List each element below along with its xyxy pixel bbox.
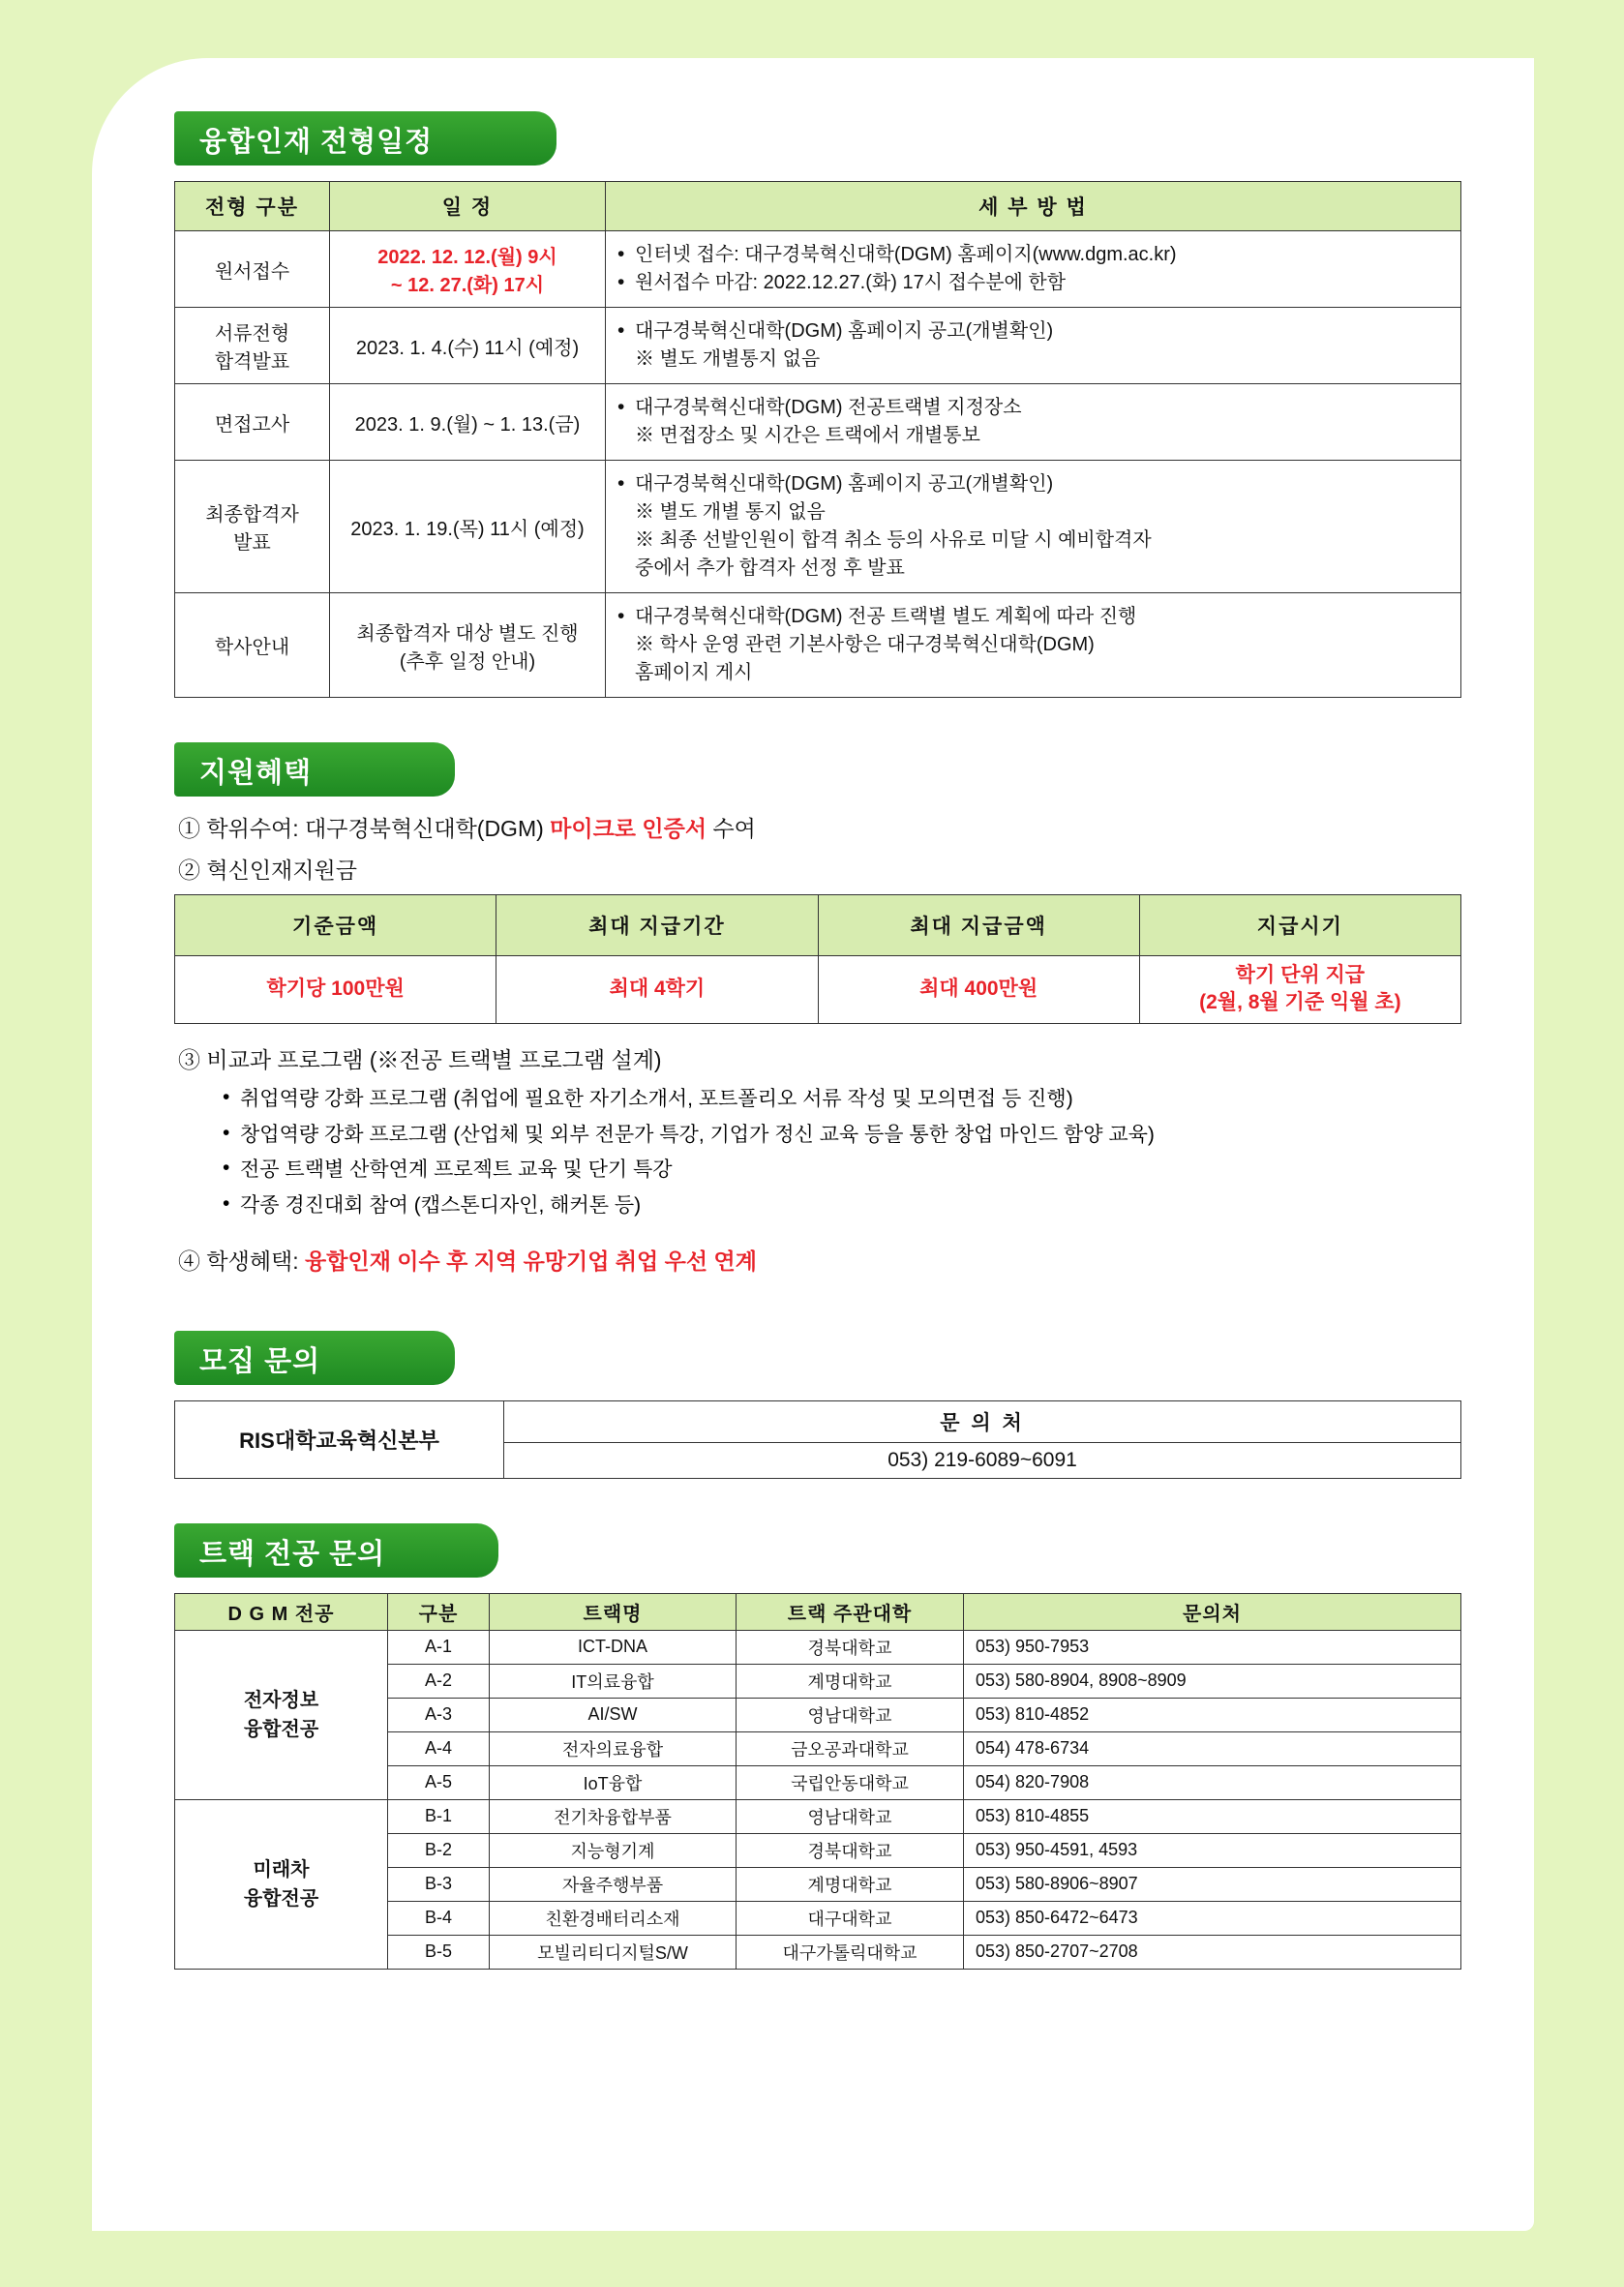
track-code: A-3 <box>388 1698 490 1731</box>
detail-note: 홈페이지 게시 <box>635 662 753 683</box>
benefit-3-sub: • 창업역량 강화 프로그램 (산업체 및 외부 전문가 특강, 기업가 정신 교육 등을 통한 창업 마인드 함양 교육) <box>221 1120 1461 1152</box>
detail-list <box>614 394 1453 422</box>
table-header-row <box>175 182 1461 231</box>
track-name: 친환경배터리소재 <box>490 1901 737 1935</box>
table-row <box>175 308 1461 384</box>
track-univ: 금오공과대학교 <box>737 1731 964 1765</box>
track-contact[interactable]: 053) 850-6472~6473 <box>964 1901 1461 1935</box>
benefit-item-3: ③ 비교과 프로그램 (※전공 트랙별 프로그램 설계) <box>178 1046 662 1072</box>
support-amount-table <box>174 894 1461 1024</box>
schedule-date <box>330 231 606 308</box>
detail-list <box>614 603 1453 631</box>
support-header-period: 최대 지급기간 <box>496 895 818 956</box>
support-timing-line1: 학기 단위 지급 <box>1235 964 1366 986</box>
table-row <box>175 1400 1461 1442</box>
track-code: B-1 <box>388 1799 490 1833</box>
list-item: • 대구경북혁신대학(DGM) 홈페이지 공고(개별확인) <box>614 470 1453 498</box>
track-code: B-5 <box>388 1935 490 1969</box>
track-univ: 영남대학교 <box>737 1799 964 1833</box>
track-name: 전자의료융합 <box>490 1731 737 1765</box>
schedule-details <box>606 461 1461 593</box>
schedule-header-category: 전형 구분 <box>175 182 330 231</box>
track-code: A-1 <box>388 1630 490 1664</box>
section-heading-track <box>174 1523 498 1578</box>
track-code: A-4 <box>388 1731 490 1765</box>
track-major-line2: 융합전공 <box>243 1718 319 1740</box>
track-name: ICT-DNA <box>490 1630 737 1664</box>
track-contact[interactable]: 053) 810-4855 <box>964 1799 1461 1833</box>
track-name: 모빌리티디지털S/W <box>490 1935 737 1969</box>
list-item: • 대구경북혁신대학(DGM) 전공트랙별 지정장소 <box>614 394 1453 422</box>
schedule-date: 2023. 1. 19.(목) 11시 (예정) <box>330 461 606 593</box>
detail-list <box>614 470 1453 498</box>
track-contact[interactable]: 053) 950-7953 <box>964 1630 1461 1664</box>
list-item: • 대구경북혁신대학(DGM) 전공 트랙별 별도 계획에 따라 진행 <box>614 603 1453 631</box>
schedule-category: 면접고사 <box>175 384 330 461</box>
table-row <box>175 461 1461 593</box>
track-code: A-2 <box>388 1664 490 1698</box>
benefit-1-prefix: ① 학위수여: 대구경북혁신대학(DGM) <box>178 816 551 841</box>
track-name: IoT융합 <box>490 1765 737 1799</box>
track-code: A-5 <box>388 1765 490 1799</box>
schedule-date <box>330 593 606 698</box>
schedule-category-line1: 서류전형 <box>214 323 290 345</box>
detail-note: ※ 면접장소 및 시간은 트랙에서 개별통보 <box>635 425 980 446</box>
support-timing-line2: (2월, 8월 기준 익월 초) <box>1199 991 1401 1014</box>
track-name: 자율주행부품 <box>490 1867 737 1901</box>
track-major-group <box>175 1799 388 1969</box>
track-major-line2: 융합전공 <box>243 1887 319 1910</box>
schedule-date: 2023. 1. 9.(월) ~ 1. 13.(금) <box>330 384 606 461</box>
table-header-row <box>175 1593 1461 1630</box>
detail-note: ※ 별도 개별 통지 없음 <box>635 501 826 523</box>
track-univ: 대구대학교 <box>737 1901 964 1935</box>
section-title-benefits: 지원혜택 <box>199 758 313 789</box>
document-content <box>174 111 1461 1970</box>
benefit-1-suffix: 수여 <box>707 816 756 841</box>
schedule-category <box>175 308 330 384</box>
schedule-details <box>606 308 1461 384</box>
track-name: AI/SW <box>490 1698 737 1731</box>
track-univ: 대구가톨릭대학교 <box>737 1935 964 1969</box>
schedule-category <box>175 461 330 593</box>
schedule-category: 원서접수 <box>175 231 330 308</box>
inquiry-institute: RIS대학교육혁신본부 <box>175 1400 504 1478</box>
benefit-1-highlight: 마이크로 인증서 <box>550 816 707 841</box>
benefit-4-prefix: ④ 학생혜택: <box>178 1249 306 1275</box>
track-univ: 경북대학교 <box>737 1833 964 1867</box>
schedule-date: 2023. 1. 4.(수) 11시 (예정) <box>330 308 606 384</box>
track-contact[interactable]: 054) 820-7908 <box>964 1765 1461 1799</box>
benefit-item-1 <box>178 812 1461 846</box>
track-univ: 계명대학교 <box>737 1664 964 1698</box>
benefit-item-4 <box>178 1245 1461 1279</box>
table-row <box>175 384 1461 461</box>
support-value-base: 학기당 100만원 <box>175 956 496 1024</box>
section-title-schedule: 융합인재 전형일정 <box>199 127 434 158</box>
support-value-period: 최대 4학기 <box>496 956 818 1024</box>
track-univ: 영남대학교 <box>737 1698 964 1731</box>
schedule-header-details: 세 부 방 법 <box>606 182 1461 231</box>
benefit-4-highlight: 융합인재 이수 후 지역 유망기업 취업 우선 연계 <box>305 1249 757 1275</box>
schedule-category: 학사안내 <box>175 593 330 698</box>
schedule-date-line2: (추후 일정 안내) <box>399 650 536 673</box>
section-heading-benefits <box>174 742 455 797</box>
detail-list <box>614 241 1453 297</box>
detail-note: ※ 학사 운영 관련 기본사항은 대구경북혁신대학(DGM) <box>635 634 1095 655</box>
table-row <box>175 1630 1461 1664</box>
inquiry-table <box>174 1400 1461 1479</box>
track-major-group <box>175 1630 388 1799</box>
track-contact[interactable]: 053) 950-4591, 4593 <box>964 1833 1461 1867</box>
track-contact[interactable]: 054) 478-6734 <box>964 1731 1461 1765</box>
track-header-contact: 문의처 <box>964 1593 1461 1630</box>
support-header-timing: 지급시기 <box>1139 895 1460 956</box>
list-item: • 원서접수 마감: 2022.12.27.(화) 17시 접수분에 한함 <box>614 269 1453 297</box>
schedule-header-date: 일 정 <box>330 182 606 231</box>
track-header-univ: 트랙 주관대학 <box>737 1593 964 1630</box>
track-header-code: 구분 <box>388 1593 490 1630</box>
section-heading-schedule <box>174 111 556 166</box>
support-header-max: 최대 지급금액 <box>818 895 1139 956</box>
schedule-date-line1: 2022. 12. 12.(월) 9시 <box>377 247 557 268</box>
inquiry-phone[interactable]: 053) 219-6089~6091 <box>504 1442 1461 1478</box>
track-contact[interactable]: 053) 810-4852 <box>964 1698 1461 1731</box>
track-univ: 경북대학교 <box>737 1630 964 1664</box>
detail-note: 중에서 추가 합격자 선정 후 발표 <box>635 557 905 579</box>
track-header-name: 트랙명 <box>490 1593 737 1630</box>
track-header-major: D G M 전공 <box>175 1593 388 1630</box>
track-name: IT의료융합 <box>490 1664 737 1698</box>
schedule-date-line1: 최종합격자 대상 별도 진행 <box>356 622 579 645</box>
detail-note: ※ 최종 선발인원이 합격 취소 등의 사유로 미달 시 예비합격자 <box>635 529 1152 551</box>
support-value-timing <box>1139 956 1460 1024</box>
track-code: B-3 <box>388 1867 490 1901</box>
support-header-base: 기준금액 <box>175 895 496 956</box>
schedule-table <box>174 181 1461 698</box>
detail-list <box>614 317 1453 346</box>
benefit-item-2: ② 혁신인재지원금 <box>178 857 357 883</box>
detail-note: ※ 별도 개별통지 없음 <box>635 348 821 370</box>
schedule-details <box>606 593 1461 698</box>
track-major-line1: 미래차 <box>253 1858 310 1881</box>
track-contact[interactable]: 053) 850-2707~2708 <box>964 1935 1461 1969</box>
schedule-details <box>606 231 1461 308</box>
support-value-max: 최대 400만원 <box>818 956 1139 1024</box>
track-code: B-4 <box>388 1901 490 1935</box>
track-name: 전기차융합부품 <box>490 1799 737 1833</box>
section-heading-inquiry <box>174 1331 455 1385</box>
track-univ: 계명대학교 <box>737 1867 964 1901</box>
track-code: B-2 <box>388 1833 490 1867</box>
document-page <box>92 58 1534 2231</box>
table-header-row <box>175 895 1461 956</box>
schedule-category-line2: 합격발표 <box>214 351 290 373</box>
section-title-track: 트랙 전공 문의 <box>199 1538 386 1570</box>
track-major-line1: 전자정보 <box>243 1689 319 1711</box>
track-contact[interactable]: 053) 580-8904, 8908~8909 <box>964 1664 1461 1698</box>
table-row <box>175 956 1461 1024</box>
list-item: • 인터넷 접수: 대구경북혁신대학(DGM) 홈페이지(www.dgm.ac.kr) <box>614 241 1453 269</box>
track-contact[interactable]: 053) 580-8906~8907 <box>964 1867 1461 1901</box>
schedule-category-line1: 최종합격자 <box>205 504 299 526</box>
schedule-category-line2: 발표 <box>233 532 271 554</box>
track-name: 지능형기계 <box>490 1833 737 1867</box>
track-univ: 국립안동대학교 <box>737 1765 964 1799</box>
track-table <box>174 1593 1461 1970</box>
inquiry-header: 문 의 처 <box>504 1400 1461 1442</box>
benefit-3-sub: • 각종 경진대회 참여 (캡스톤디자인, 해커톤 등) <box>221 1190 1461 1222</box>
table-row <box>175 593 1461 698</box>
schedule-date-line2: ~ 12. 27.(화) 17시 <box>390 275 545 296</box>
table-row <box>175 1799 1461 1833</box>
benefit-3-sub: • 취업역량 강화 프로그램 (취업에 필요한 자기소개서, 포트폴리오 서류 작성 및 모의면접 등 진행) <box>221 1084 1461 1116</box>
schedule-details <box>606 384 1461 461</box>
table-row <box>175 231 1461 308</box>
list-item: • 대구경북혁신대학(DGM) 홈페이지 공고(개별확인) <box>614 317 1453 346</box>
section-title-inquiry: 모집 문의 <box>199 1345 321 1377</box>
benefit-3-sub: • 전공 트랙별 산학연계 프로젝트 교육 및 단기 특강 <box>221 1155 1461 1187</box>
